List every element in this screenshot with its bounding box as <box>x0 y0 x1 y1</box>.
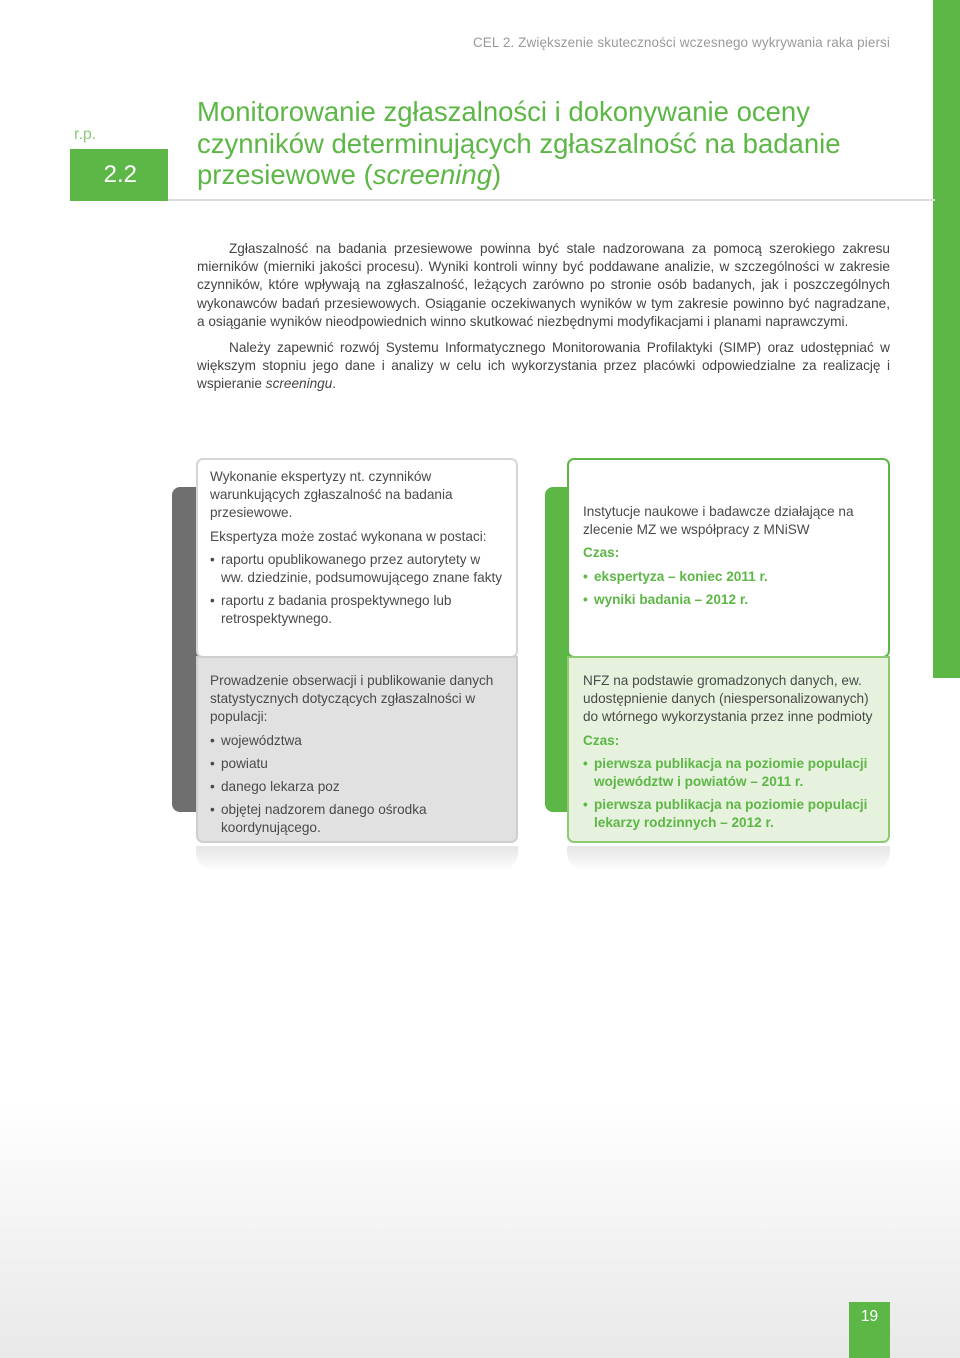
forms-box-expertise <box>196 458 518 658</box>
page-number: 19 <box>860 1308 879 1325</box>
paragraph-2-end: . <box>332 376 337 392</box>
title-line-3-pre: przesiewowe ( <box>197 159 373 190</box>
section-number-box <box>70 149 168 201</box>
role-box-nfz <box>567 656 890 843</box>
title-line-1: Monitorowanie zgłaszalności i dokonywanie oceny <box>197 96 810 127</box>
role-box1-time-label: Czas: <box>583 545 620 561</box>
paragraph-1: Zgłaszalność na badania przesiewowe powinna być stale nadzorowana za pomocą szerokiego zakresu mierników (mierniki jakości procesu). Wyniki kontroli winny być poddawane analizie, w szczególności w zakresie czynników, które wpływają na zgłaszalność, leżących zarówno po stronie osób badanych, jak i poszczególnych wykonawców badań przesiewowych. Osiąganie oczekiwanych wyników w tym zakresie powinno być nagradzane, a osiąganie wyników nieodpowiednich winno skutkować niezbędnymi modyfikacjami i planami naprawczymi. <box>197 241 890 329</box>
forms-tab-label: Formy działania <box>176 917 193 1032</box>
forms-box-observation <box>196 656 518 843</box>
paragraph-2-main: Należy zapewnić rozwój Systemu Informatycznego Monitorowania Profilaktyki (SIMP) oraz udostępniać w większym stopniu jego dane i analizy w celu ich wykorzystania przez placówki odpowiedzialne za realizację i wspieranie <box>197 340 890 392</box>
list-item: • objętej nadzorem danego ośrodka koordynującego. <box>210 801 504 837</box>
list-item: • województwa <box>210 732 504 750</box>
title-line-2: czynników determinujących zgłaszalność na badanie <box>197 127 841 159</box>
forms-box1-list <box>210 551 504 629</box>
section-number: 2.2 <box>103 161 137 188</box>
role-box2-time-label: Czas: <box>583 732 620 748</box>
paragraph-2-italic: screeningu <box>265 376 333 392</box>
list-item: • wyniki badania – 2012 r. <box>583 591 876 609</box>
forms-box-shadow <box>196 846 518 872</box>
forms-box2-intro: Prowadzenie obserwacji i publikowanie danych statystycznych dotyczących zgłaszalności w populacji: <box>210 673 494 725</box>
body-text <box>197 240 890 402</box>
list-item: • raportu opublikowanego przez autorytety w ww. dziedzinie, podsumowującego znane fakty <box>210 551 504 587</box>
forms-box1-intro: Wykonanie ekspertyzy nt. czynników warunkujących zgłaszalność na badania przesiewowe. <box>210 469 453 521</box>
role-box1-list <box>583 568 876 609</box>
role-box-institutions <box>567 458 890 658</box>
role-box2-list <box>583 755 876 833</box>
page-number-box <box>849 1302 890 1358</box>
section-prefix: r.p. <box>74 126 97 143</box>
title-line-3-italic: screening <box>372 159 493 190</box>
list-item: • pierwsza publikacja na poziomie populacji województw i powiatów – 2011 r. <box>583 755 876 791</box>
right-edge-green-bar <box>933 0 960 678</box>
list-item: • powiatu <box>210 755 504 773</box>
running-header: CEL 2. Zwiększenie skuteczności wczesnego wykrywania raka piersi <box>472 35 890 50</box>
forms-tab <box>172 487 198 1032</box>
title-divider <box>168 199 935 201</box>
forms-box2-list <box>210 732 504 838</box>
list-item: • raportu z badania prospektywnego lub retrospektywnego. <box>210 592 504 628</box>
title-line-3-post: ) <box>492 159 502 190</box>
role-box-shadow <box>567 846 890 872</box>
list-item: • pierwsza publikacja na poziomie populacji lekarzy rodzinnych – 2012 r. <box>583 796 876 832</box>
list-item: • ekspertyza – koniec 2011 r. <box>583 568 876 586</box>
section-title <box>197 96 897 191</box>
list-item: • danego lekarza poz <box>210 778 504 796</box>
role-tab-label: Kluczowa rola / Harmonogram <box>549 863 566 1086</box>
role-box1-intro: Instytucje naukowe i badawcze działające na zlecenie MZ we współpracy z MNiSW <box>583 504 854 538</box>
paragraph-2 <box>197 339 890 394</box>
page-background-fade <box>0 1100 960 1358</box>
forms-box1-sub: Ekspertyza może zostać wykonana w postaci: <box>210 528 487 544</box>
role-box2-intro: NFZ na podstawie gromadzonych danych, ew. udostępnienie danych (niespersonalizowanych) do wtórnego wykorzystania przez inne podmioty <box>583 673 873 725</box>
